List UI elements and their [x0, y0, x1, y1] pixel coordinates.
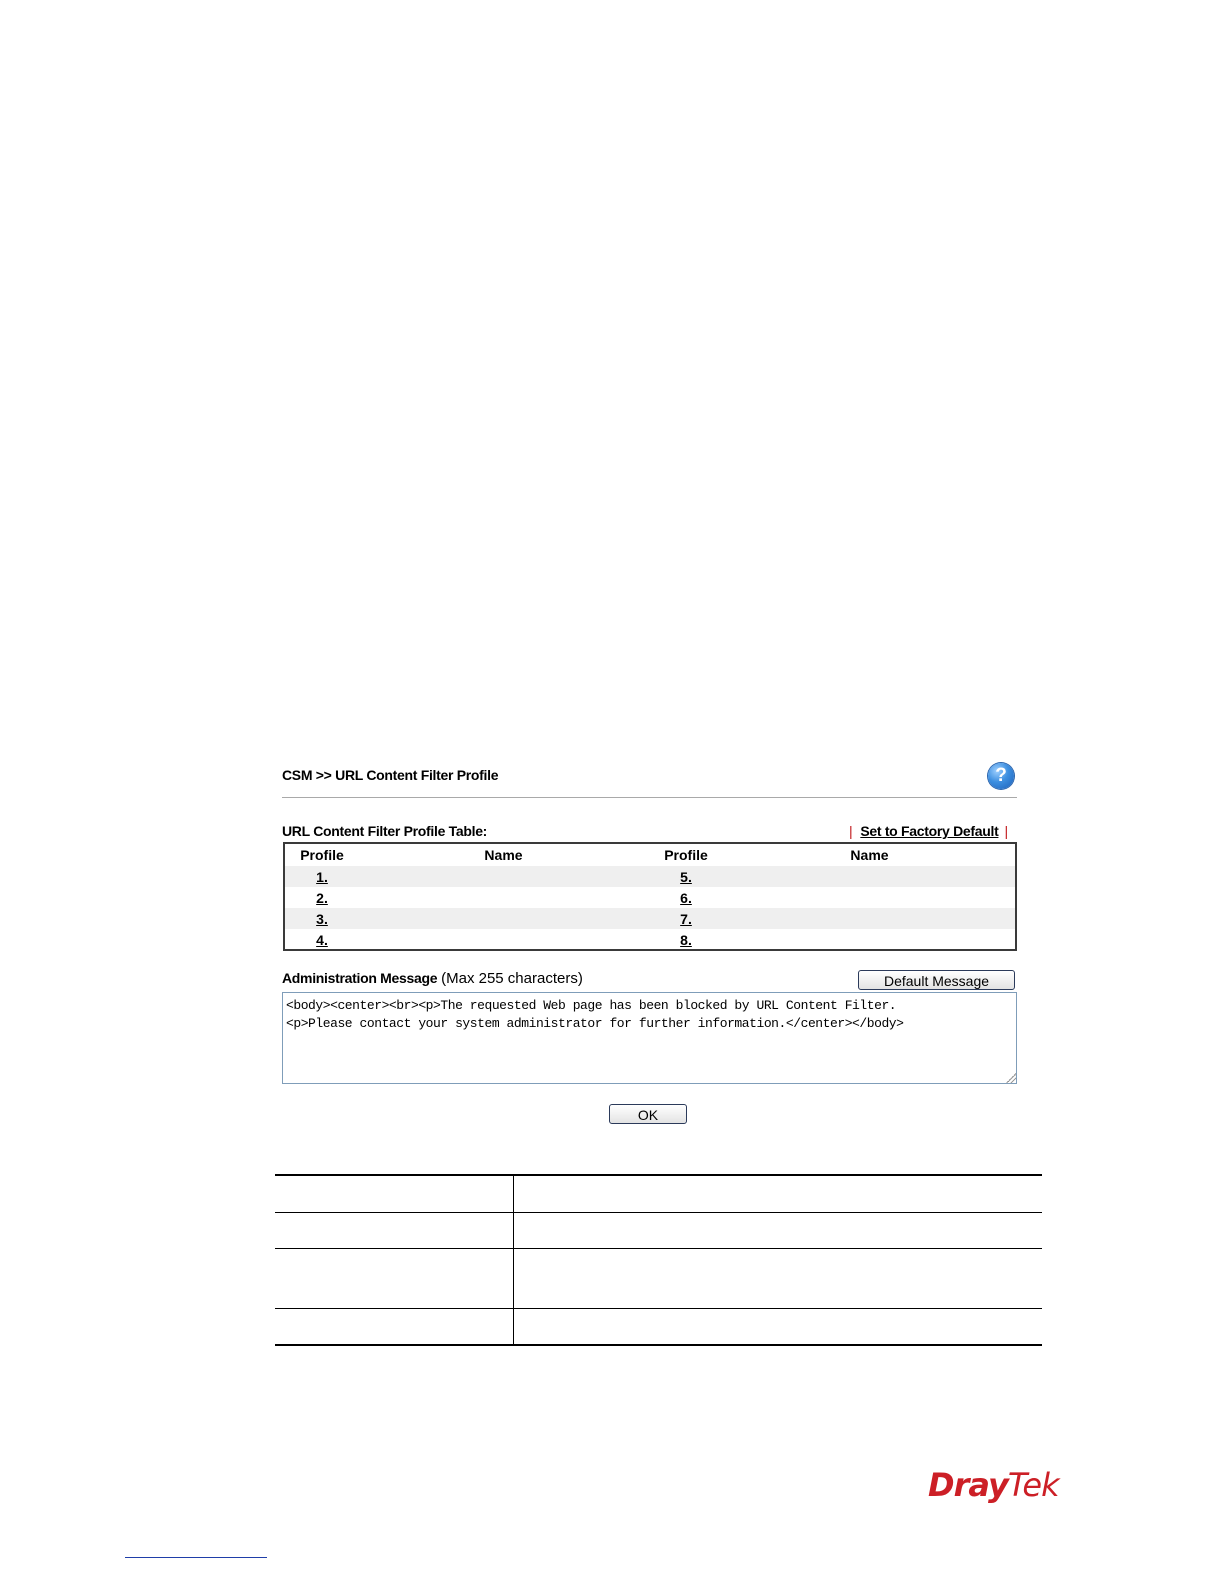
separator: |: [1004, 823, 1008, 839]
profile-cell: [285, 887, 359, 908]
set-to-factory-default-link[interactable]: Set to Factory Default: [860, 823, 999, 839]
default-message-button[interactable]: Default Message: [858, 970, 1015, 990]
name-cell: [359, 929, 648, 950]
profile-table-label: URL Content Filter Profile Table:: [282, 823, 488, 839]
profile-link-1[interactable]: 1.: [316, 868, 328, 885]
admin-message-title: Administration Message: [282, 970, 438, 986]
admin-message-hint: (Max 255 characters): [441, 970, 583, 987]
profile-link-5[interactable]: 5.: [680, 868, 692, 885]
column-header-profile: Profile: [664, 847, 708, 863]
name-cell: [724, 866, 1015, 887]
column-header-name: Name: [850, 847, 889, 863]
profile-cell: [285, 929, 359, 950]
name-cell: [359, 887, 648, 908]
factory-default-group: [849, 823, 1008, 839]
name-cell: [724, 929, 1015, 950]
table-row: [285, 929, 1015, 950]
name-cell: [359, 908, 648, 929]
table-row-rule: [275, 1212, 1042, 1213]
profile-link-8[interactable]: 8.: [680, 931, 692, 948]
table-row-rule: [275, 1308, 1042, 1309]
profile-link-6[interactable]: 6.: [680, 889, 692, 906]
table-row: [285, 866, 1015, 887]
title-divider: [282, 797, 1017, 798]
ok-button[interactable]: OK: [609, 1104, 687, 1124]
separator: |: [849, 823, 853, 839]
column-header-name: Name: [484, 847, 523, 863]
table-row-rule: [275, 1248, 1042, 1249]
question-mark-icon[interactable]: ?: [988, 763, 1014, 789]
logo-part-tek: Tek: [1007, 1466, 1059, 1504]
table-row: [285, 887, 1015, 908]
table-top-rule: [275, 1174, 1042, 1176]
profile-link-7[interactable]: 7.: [680, 910, 692, 927]
table-column-divider: [513, 1175, 514, 1345]
table-header-row: [285, 844, 1015, 866]
page-title: CSM >> URL Content Filter Profile: [282, 767, 499, 783]
profile-link-3[interactable]: 3.: [316, 910, 328, 927]
profile-cell: [648, 908, 724, 929]
admin-message-textarea[interactable]: [282, 992, 1017, 1084]
profile-cell: [285, 908, 359, 929]
name-cell: [359, 866, 648, 887]
column-header-profile: Profile: [300, 847, 344, 863]
table-bottom-rule: [275, 1344, 1042, 1346]
logo-part-dray: Dray: [928, 1466, 1008, 1504]
profile-table: [283, 842, 1017, 951]
name-cell: [724, 887, 1015, 908]
name-cell: [724, 908, 1015, 929]
profile-cell: [648, 887, 724, 908]
admin-message-label: [282, 970, 583, 987]
profile-cell: [648, 929, 724, 950]
profile-link-4[interactable]: 4.: [316, 931, 328, 948]
profile-cell: [648, 866, 724, 887]
resize-grip-icon[interactable]: [1006, 1073, 1016, 1083]
draytek-logo: [928, 1466, 1059, 1504]
profile-cell: [285, 866, 359, 887]
table-row: [285, 908, 1015, 929]
profile-link-2[interactable]: 2.: [316, 889, 328, 906]
footer-link-underline: [125, 1557, 267, 1558]
